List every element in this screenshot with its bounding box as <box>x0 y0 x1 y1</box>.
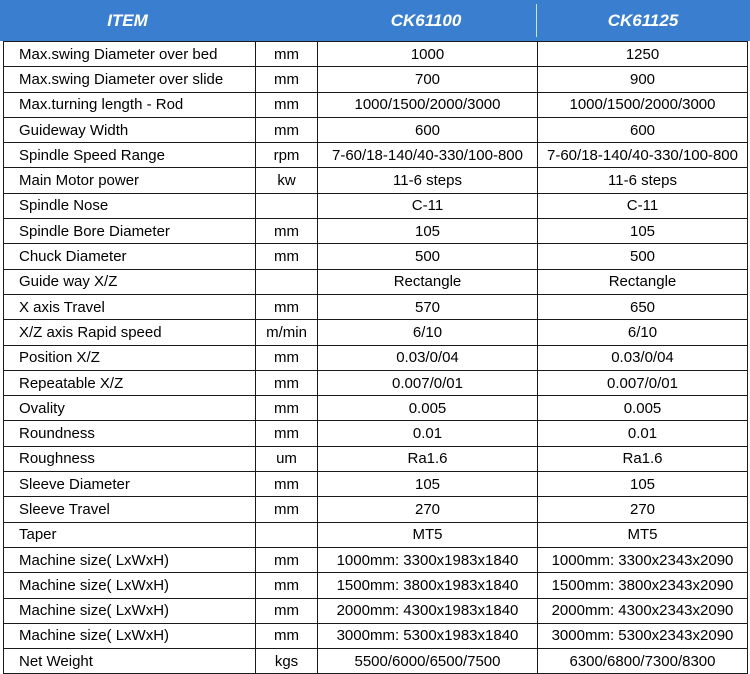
spec-unit: kw <box>256 168 318 193</box>
spec-unit: mm <box>256 244 318 269</box>
spec-unit: mm <box>256 42 318 67</box>
spec-unit: mm <box>256 421 318 446</box>
spec-value-ck61100: 7-60/18-140/40-330/100-800 <box>318 143 538 168</box>
spec-unit <box>256 193 318 218</box>
spec-item-label: Sleeve Diameter <box>4 472 256 497</box>
spec-item-label: Sleeve Travel <box>4 497 256 522</box>
table-row <box>4 193 748 218</box>
table-row <box>4 472 748 497</box>
table-row <box>4 446 748 471</box>
spec-value-ck61100: 5500/6000/6500/7500 <box>318 649 538 674</box>
spec-value-ck61125: 6300/6800/7300/8300 <box>538 649 748 674</box>
spec-value-ck61125: Ra1.6 <box>538 446 748 471</box>
spec-value-ck61100: 6/10 <box>318 320 538 345</box>
spec-unit: mm <box>256 623 318 648</box>
spec-value-ck61125: 7-60/18-140/40-330/100-800 <box>538 143 748 168</box>
spec-unit: mm <box>256 294 318 319</box>
spec-value-ck61125: 270 <box>538 497 748 522</box>
header-model-b: CK61125 <box>607 11 679 30</box>
spec-value-ck61100: 0.005 <box>318 396 538 421</box>
spec-item-label: Spindle Bore Diameter <box>4 219 256 244</box>
table-row <box>4 370 748 395</box>
table-header <box>0 0 750 41</box>
spec-item-label: Main Motor power <box>4 168 256 193</box>
spec-value-ck61125: Rectangle <box>538 269 748 294</box>
table-row <box>4 522 748 547</box>
spec-value-ck61100: 700 <box>318 67 538 92</box>
spec-value-ck61100: C-11 <box>318 193 538 218</box>
table-row <box>4 244 748 269</box>
spec-item-label: Net Weight <box>4 649 256 674</box>
spec-value-ck61100: 1000 <box>318 42 538 67</box>
spec-item-label: Max.swing Diameter over slide <box>4 67 256 92</box>
spec-unit: mm <box>256 598 318 623</box>
spec-unit: mm <box>256 219 318 244</box>
spec-item-label: Ovality <box>4 396 256 421</box>
spec-value-ck61125: 1500mm: 3800x2343x2090 <box>538 573 748 598</box>
table-row <box>4 598 748 623</box>
table-row <box>4 547 748 572</box>
table-row <box>4 42 748 67</box>
spec-value-ck61100: 0.03/0/04 <box>318 345 538 370</box>
spec-value-ck61125: 600 <box>538 117 748 142</box>
spec-item-label: Machine size( LxWxH) <box>4 623 256 648</box>
spec-unit: mm <box>256 370 318 395</box>
spec-value-ck61100: 11-6 steps <box>318 168 538 193</box>
spec-item-label: Taper <box>4 522 256 547</box>
table-row <box>4 143 748 168</box>
spec-value-ck61100: 3000mm: 5300x1983x1840 <box>318 623 538 648</box>
table-row <box>4 320 748 345</box>
spec-value-ck61125: 1000mm: 3300x2343x2090 <box>538 547 748 572</box>
spec-unit <box>256 522 318 547</box>
spec-unit: um <box>256 446 318 471</box>
spec-value-ck61100: 0.01 <box>318 421 538 446</box>
table-row <box>4 219 748 244</box>
spec-unit: mm <box>256 67 318 92</box>
table-row <box>4 345 748 370</box>
spec-item-label: Chuck Diameter <box>4 244 256 269</box>
spec-value-ck61100: 1000mm: 3300x1983x1840 <box>318 547 538 572</box>
spec-item-label: Repeatable X/Z <box>4 370 256 395</box>
spec-unit: mm <box>256 472 318 497</box>
spec-table-body <box>4 42 748 674</box>
spec-value-ck61100: 570 <box>318 294 538 319</box>
spec-item-label: Max.turning length - Rod <box>4 92 256 117</box>
table-row <box>4 396 748 421</box>
spec-unit: mm <box>256 547 318 572</box>
spec-value-ck61125: 2000mm: 4300x2343x2090 <box>538 598 748 623</box>
spec-item-label: Spindle Nose <box>4 193 256 218</box>
table-row <box>4 92 748 117</box>
spec-value-ck61125: 0.03/0/04 <box>538 345 748 370</box>
spec-unit: mm <box>256 345 318 370</box>
spec-item-label: Machine size( LxWxH) <box>4 598 256 623</box>
spec-value-ck61125: 11-6 steps <box>538 168 748 193</box>
spec-value-ck61100: 0.007/0/01 <box>318 370 538 395</box>
spec-value-ck61100: MT5 <box>318 522 538 547</box>
spec-table <box>3 41 748 674</box>
spec-item-label: Machine size( LxWxH) <box>4 573 256 598</box>
table-row <box>4 294 748 319</box>
spec-unit: mm <box>256 396 318 421</box>
spec-unit: mm <box>256 92 318 117</box>
table-row <box>4 421 748 446</box>
spec-unit: mm <box>256 497 318 522</box>
spec-unit: kgs <box>256 649 318 674</box>
spec-value-ck61125: 6/10 <box>538 320 748 345</box>
spec-value-ck61100: Ra1.6 <box>318 446 538 471</box>
table-row <box>4 117 748 142</box>
spec-value-ck61125: 105 <box>538 472 748 497</box>
spec-unit: mm <box>256 573 318 598</box>
spec-item-label: X axis Travel <box>4 294 256 319</box>
table-row <box>4 623 748 648</box>
spec-value-ck61125: 650 <box>538 294 748 319</box>
spec-value-ck61125: 1000/1500/2000/3000 <box>538 92 748 117</box>
header-model-a: CK61100 <box>390 11 462 30</box>
spec-unit: mm <box>256 117 318 142</box>
spec-value-ck61125: 900 <box>538 67 748 92</box>
spec-value-ck61125: C-11 <box>538 193 748 218</box>
table-row <box>4 269 748 294</box>
spec-value-ck61100: 105 <box>318 219 538 244</box>
spec-item-label: Guide way X/Z <box>4 269 256 294</box>
spec-item-label: Max.swing Diameter over bed <box>4 42 256 67</box>
spec-value-ck61100: 105 <box>318 472 538 497</box>
spec-value-ck61100: 1000/1500/2000/3000 <box>318 92 538 117</box>
spec-value-ck61125: 0.005 <box>538 396 748 421</box>
spec-item-label: X/Z axis Rapid speed <box>4 320 256 345</box>
spec-value-ck61100: 270 <box>318 497 538 522</box>
spec-item-label: Position X/Z <box>4 345 256 370</box>
spec-value-ck61125: 0.007/0/01 <box>538 370 748 395</box>
spec-value-ck61100: 600 <box>318 117 538 142</box>
spec-value-ck61100: 2000mm: 4300x1983x1840 <box>318 598 538 623</box>
spec-value-ck61125: 0.01 <box>538 421 748 446</box>
spec-value-ck61100: 1500mm: 3800x1983x1840 <box>318 573 538 598</box>
table-row <box>4 649 748 674</box>
spec-item-label: Spindle Speed Range <box>4 143 256 168</box>
spec-value-ck61125: 500 <box>538 244 748 269</box>
spec-item-label: Roughness <box>4 446 256 471</box>
spec-item-label: Machine size( LxWxH) <box>4 547 256 572</box>
header-item: ITEM <box>107 11 148 30</box>
spec-unit <box>256 269 318 294</box>
spec-value-ck61125: 3000mm: 5300x2343x2090 <box>538 623 748 648</box>
spec-unit: rpm <box>256 143 318 168</box>
spec-value-ck61100: Rectangle <box>318 269 538 294</box>
header-divider <box>536 4 537 37</box>
spec-item-label: Guideway Width <box>4 117 256 142</box>
spec-value-ck61125: 105 <box>538 219 748 244</box>
spec-value-ck61125: 1250 <box>538 42 748 67</box>
table-row <box>4 573 748 598</box>
spec-value-ck61125: MT5 <box>538 522 748 547</box>
spec-item-label: Roundness <box>4 421 256 446</box>
spec-value-ck61100: 500 <box>318 244 538 269</box>
table-row <box>4 67 748 92</box>
spec-unit: m/min <box>256 320 318 345</box>
table-row <box>4 497 748 522</box>
table-row <box>4 168 748 193</box>
